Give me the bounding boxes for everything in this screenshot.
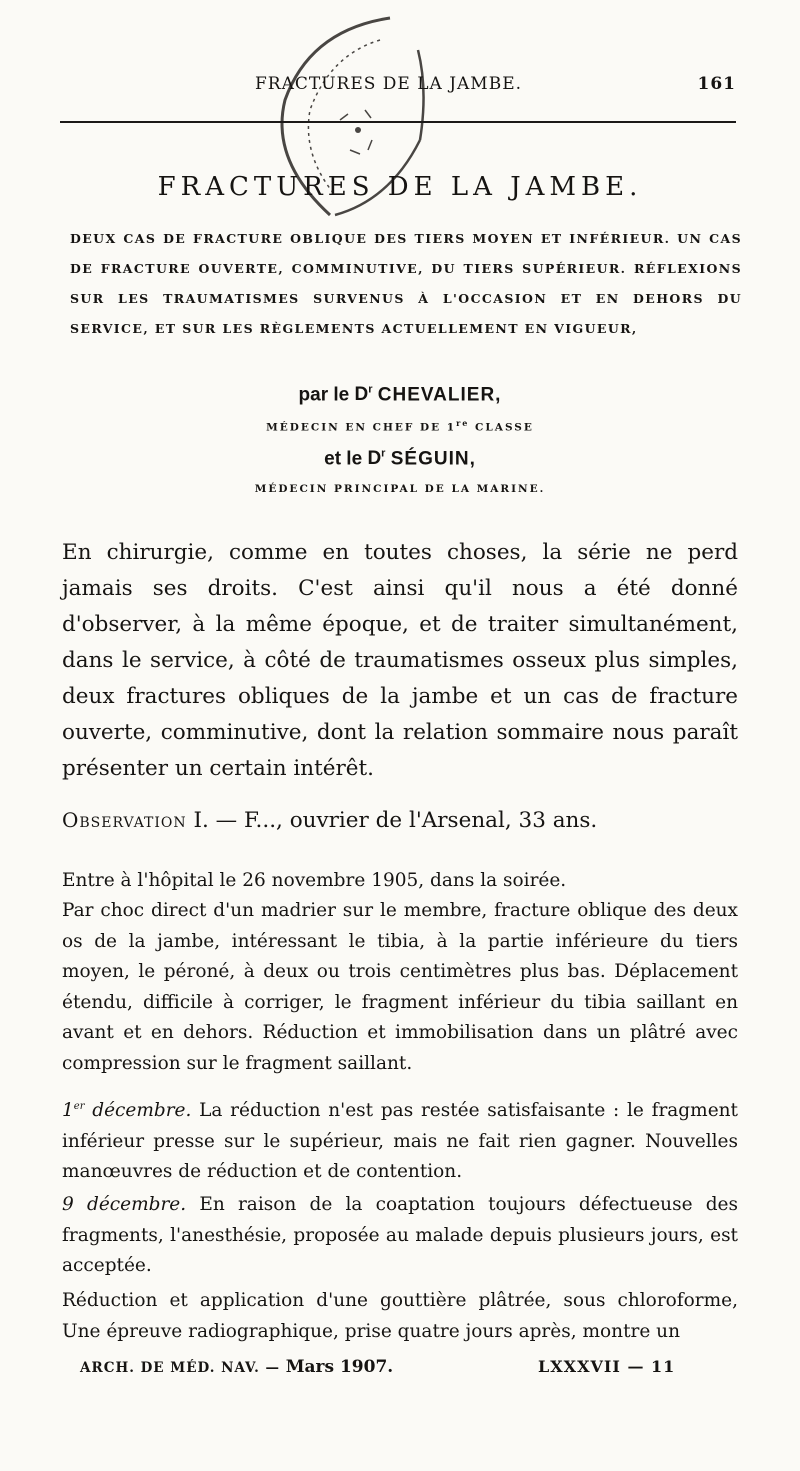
author-role-1: MÉDECIN EN CHEF DE 1re CLASSE	[266, 418, 534, 434]
entry-date: 1er décembre.	[62, 1100, 192, 1122]
paragraph-admission: Entre à l'hôpital le 26 novembre 1905, dans la soirée.	[62, 870, 567, 891]
author-prefix: par le	[298, 384, 350, 406]
author-title: $D^r$	[354, 384, 373, 406]
entry-date: 9 décembre.	[62, 1194, 187, 1215]
author-role-2: MÉDECIN PRINCIPAL DE LA MARINE.	[254, 483, 546, 495]
author-line-1	[0, 384, 800, 406]
running-head	[60, 74, 740, 102]
running-title: FRACTURES DE LA JAMBE.	[255, 74, 523, 94]
author-name: CHEVALIER,	[377, 384, 502, 406]
author-prefix: et le	[324, 448, 363, 470]
paragraph-dec-1: 1er décembre. La réduction n'est pas restée satisfaisante : le fragment inférieur presse sur le supérieur, mais ne fait rien gagner. Nouvelles manœuvres de réduction et de contention.	[62, 1100, 738, 1183]
observation-numeral: I.	[193, 808, 209, 833]
paragraph-reduction: Réduction et application d'une gouttière plâtrée, sous chloroforme, Une épreuve radiographique, prise quatre jours après, montre un	[62, 1290, 738, 1342]
footer-volume: LXXXVII — 11	[538, 1357, 676, 1376]
page-footer	[80, 1357, 680, 1383]
observation-subject: — F..., ouvrier de l'Arsenal, 33 ans.	[208, 808, 598, 833]
header-rule	[60, 121, 736, 123]
article-subtitle: DEUX CAS DE FRACTURE OBLIQUE DES TIERS MOYEN ET INFÉRIEUR. UN CAS DE FRACTURE OUVERTE, COMMINUTIVE, DU TIERS SUPÉRIEUR. RÉFLEXIONS SUR LES TRAUMATISMES SURVENUS À L'OCCASION ET EN DEHORS DU SERVICE, ET SUR LES RÈGLEMENTS ACTUELLEMENT EN VIGUEUR,	[70, 231, 742, 336]
paragraph-injury: Par choc direct d'un madrier sur le membre, fracture oblique des deux os de la jambe, intéressant le tibia, à la partie inférieure du tiers moyen, le péroné, à deux ou trois centimètres plus bas. Déplacement étendu, difficile à corriger, le fragment inférieur du tibia saillant en avant et en dehors. Réduction et immobilisation dans un plâtré avec compression sur le fragment saillant.	[62, 900, 738, 1074]
author-title: $D^r$	[367, 448, 386, 470]
footer-journal: ARCH. DE MÉD. NAV. — Mars 1907.	[80, 1357, 394, 1377]
observation-label: Observation	[62, 808, 187, 832]
paragraph-dec-9: 9 décembre. En raison de la coaptation toujours défectueuse des fragments, l'anesthésie, proposée au malade depuis plusieurs jours, est acceptée.	[62, 1194, 739, 1276]
observation-heading	[62, 808, 738, 833]
author-line-2	[0, 448, 800, 470]
author-name: SÉGUIN,	[390, 448, 476, 470]
article-title: FRACTURES DE LA JAMBE.	[157, 172, 643, 202]
intro-paragraph: En chirurgie, comme en toutes choses, la série ne perd jamais ses droits. C'est ainsi qu'il nous a été donné d'observer, à la même époque, et de traiter simultanément, dans le service, à côté de traumatismes osseux plus simples, deux fractures obliques de la jambe et un cas de fracture ouverte, comminutive, dont la relation sommaire nous paraît présenter un certain intérêt.	[62, 540, 738, 781]
page-number: 161	[697, 74, 736, 94]
